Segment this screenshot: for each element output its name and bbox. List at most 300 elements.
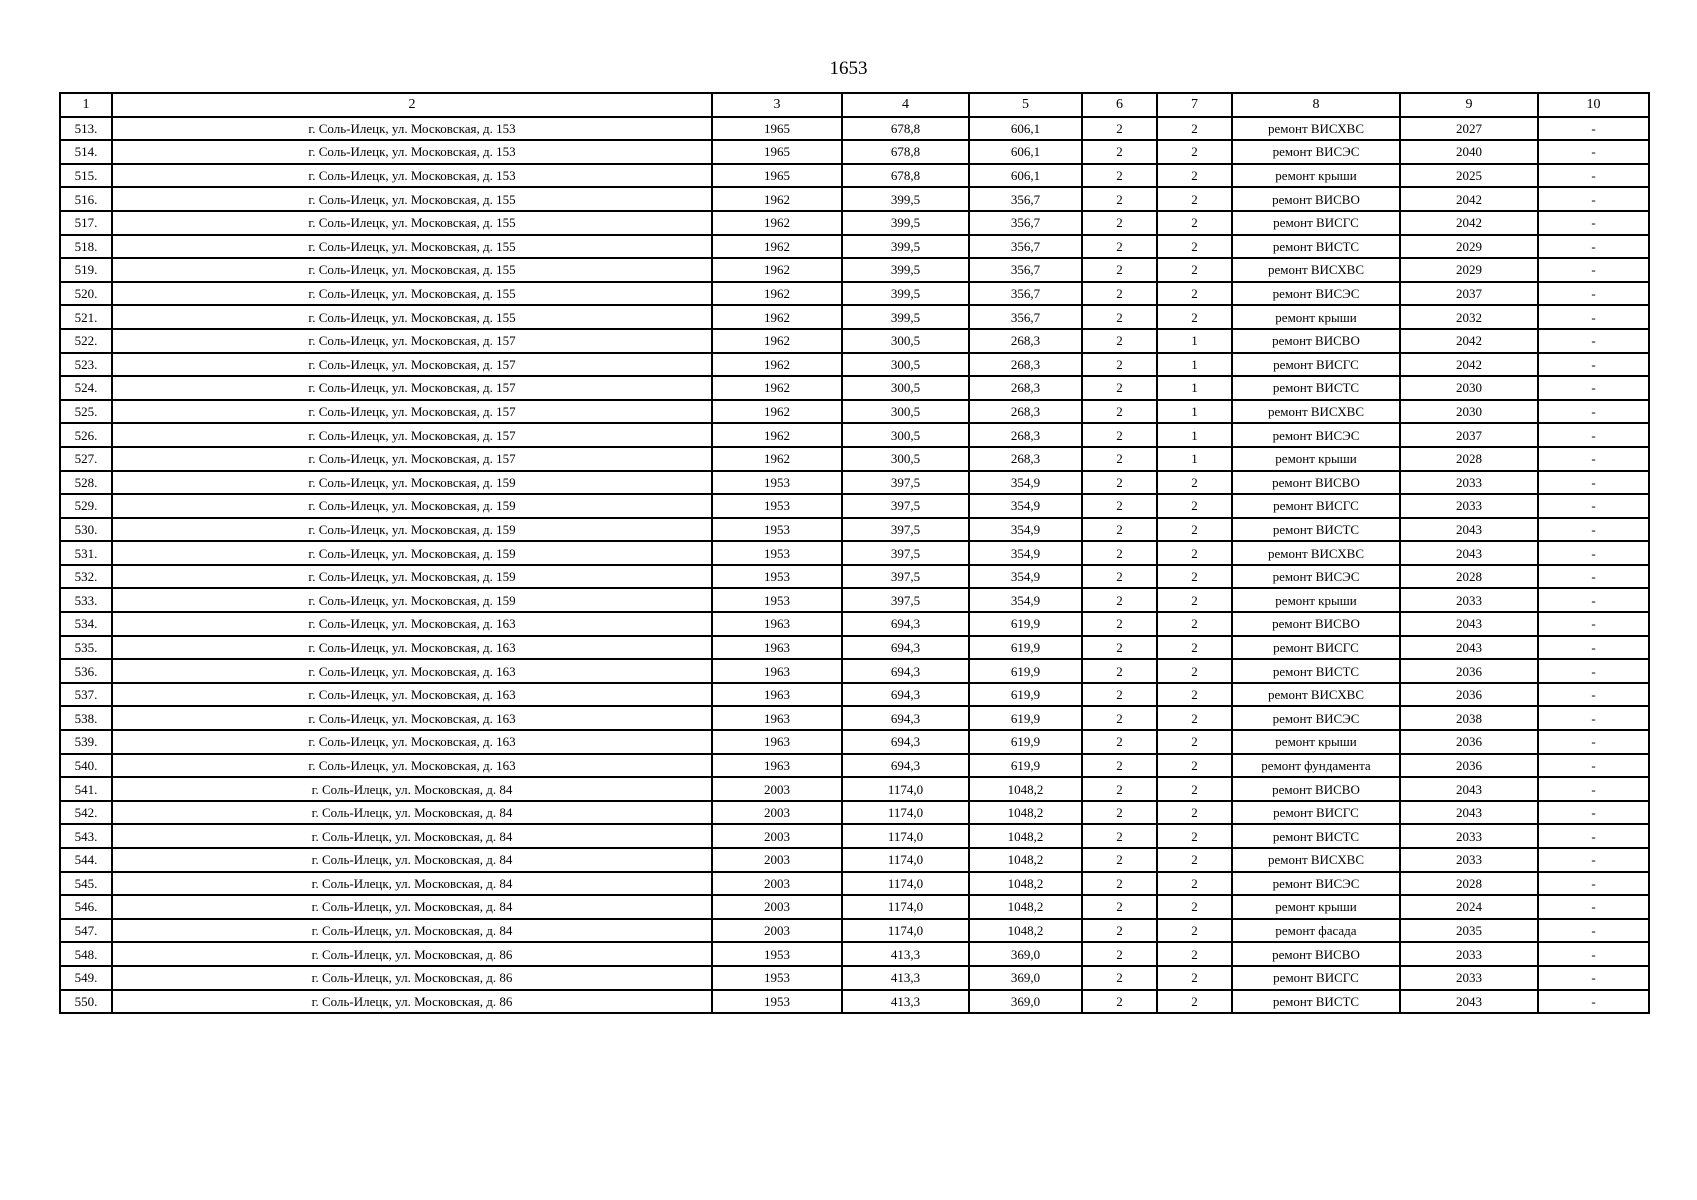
- address-cell: г. Соль-Илецк, ул. Московская, д. 155: [112, 187, 712, 211]
- floors-cell: 2: [1082, 777, 1157, 801]
- row-number-cell: 513.: [60, 117, 112, 141]
- work-type-cell: ремонт ВИСТС: [1232, 824, 1400, 848]
- address-cell: г. Соль-Илецк, ул. Московская, д. 159: [112, 494, 712, 518]
- table-row: [60, 683, 1649, 707]
- col-10-value-cell: -: [1538, 353, 1649, 377]
- address-cell: г. Соль-Илецк, ул. Московская, д. 84: [112, 919, 712, 943]
- floors-cell: 2: [1082, 329, 1157, 353]
- entrances-cell: 2: [1157, 258, 1232, 282]
- col-10-value-cell: -: [1538, 659, 1649, 683]
- planned-year-cell: 2025: [1400, 164, 1538, 188]
- floors-cell: 2: [1082, 423, 1157, 447]
- total-area-cell: 399,5: [842, 211, 969, 235]
- entrances-cell: 2: [1157, 754, 1232, 778]
- total-area-cell: 397,5: [842, 494, 969, 518]
- floors-cell: 2: [1082, 848, 1157, 872]
- row-number-cell: 533.: [60, 588, 112, 612]
- total-area-cell: 678,8: [842, 117, 969, 141]
- build-year-cell: 1962: [712, 423, 842, 447]
- col-10-value-cell: -: [1538, 636, 1649, 660]
- row-number-cell: 532.: [60, 565, 112, 589]
- column-header-10: 10: [1538, 93, 1649, 117]
- planned-year-cell: 2038: [1400, 706, 1538, 730]
- table-row: [60, 117, 1649, 141]
- entrances-cell: 2: [1157, 966, 1232, 990]
- living-area-cell: 356,7: [969, 282, 1082, 306]
- address-cell: г. Соль-Илецк, ул. Московская, д. 155: [112, 258, 712, 282]
- build-year-cell: 1953: [712, 541, 842, 565]
- floors-cell: 2: [1082, 612, 1157, 636]
- floors-cell: 2: [1082, 659, 1157, 683]
- work-type-cell: ремонт ВИСХВС: [1232, 683, 1400, 707]
- col-10-value-cell: -: [1538, 966, 1649, 990]
- col-10-value-cell: -: [1538, 258, 1649, 282]
- total-area-cell: 397,5: [842, 565, 969, 589]
- living-area-cell: 606,1: [969, 117, 1082, 141]
- table-row: [60, 990, 1649, 1014]
- work-type-cell: ремонт крыши: [1232, 164, 1400, 188]
- planned-year-cell: 2033: [1400, 494, 1538, 518]
- floors-cell: 2: [1082, 164, 1157, 188]
- work-type-cell: ремонт ВИСГС: [1232, 494, 1400, 518]
- address-cell: г. Соль-Илецк, ул. Московская, д. 153: [112, 140, 712, 164]
- work-type-cell: ремонт ВИСТС: [1232, 235, 1400, 259]
- col-10-value-cell: -: [1538, 872, 1649, 896]
- total-area-cell: 694,3: [842, 683, 969, 707]
- total-area-cell: 678,8: [842, 164, 969, 188]
- planned-year-cell: 2024: [1400, 895, 1538, 919]
- build-year-cell: 2003: [712, 777, 842, 801]
- work-type-cell: ремонт крыши: [1232, 895, 1400, 919]
- floors-cell: 2: [1082, 376, 1157, 400]
- work-type-cell: ремонт фасада: [1232, 919, 1400, 943]
- floors-cell: 2: [1082, 990, 1157, 1014]
- planned-year-cell: 2033: [1400, 471, 1538, 495]
- living-area-cell: 606,1: [969, 164, 1082, 188]
- living-area-cell: 619,9: [969, 730, 1082, 754]
- entrances-cell: 2: [1157, 282, 1232, 306]
- table-row: [60, 376, 1649, 400]
- build-year-cell: 1962: [712, 235, 842, 259]
- floors-cell: 2: [1082, 801, 1157, 825]
- table-header-row: [60, 93, 1649, 117]
- entrances-cell: 1: [1157, 353, 1232, 377]
- col-10-value-cell: -: [1538, 164, 1649, 188]
- total-area-cell: 694,3: [842, 612, 969, 636]
- total-area-cell: 413,3: [842, 990, 969, 1014]
- entrances-cell: 1: [1157, 376, 1232, 400]
- address-cell: г. Соль-Илецк, ул. Московская, д. 86: [112, 990, 712, 1014]
- build-year-cell: 2003: [712, 824, 842, 848]
- table-row: [60, 801, 1649, 825]
- row-number-cell: 520.: [60, 282, 112, 306]
- work-type-cell: ремонт ВИСТС: [1232, 518, 1400, 542]
- row-number-cell: 538.: [60, 706, 112, 730]
- planned-year-cell: 2033: [1400, 824, 1538, 848]
- entrances-cell: 2: [1157, 636, 1232, 660]
- total-area-cell: 1174,0: [842, 777, 969, 801]
- page-number: 1653: [829, 58, 868, 79]
- row-number-cell: 534.: [60, 612, 112, 636]
- row-number-cell: 539.: [60, 730, 112, 754]
- total-area-cell: 1174,0: [842, 872, 969, 896]
- table-row: [60, 659, 1649, 683]
- floors-cell: 2: [1082, 258, 1157, 282]
- entrances-cell: 2: [1157, 235, 1232, 259]
- col-10-value-cell: -: [1538, 824, 1649, 848]
- column-header-5: 5: [969, 93, 1082, 117]
- living-area-cell: 354,9: [969, 471, 1082, 495]
- table-row: [60, 966, 1649, 990]
- work-type-cell: ремонт ВИСТС: [1232, 659, 1400, 683]
- work-type-cell: ремонт ВИСТС: [1232, 990, 1400, 1014]
- row-number-cell: 514.: [60, 140, 112, 164]
- total-area-cell: 413,3: [842, 942, 969, 966]
- table-row: [60, 282, 1649, 306]
- work-type-cell: ремонт ВИСГС: [1232, 211, 1400, 235]
- entrances-cell: 2: [1157, 872, 1232, 896]
- work-type-cell: ремонт ВИСВО: [1232, 942, 1400, 966]
- floors-cell: 2: [1082, 942, 1157, 966]
- row-number-cell: 547.: [60, 919, 112, 943]
- address-cell: г. Соль-Илецк, ул. Московская, д. 163: [112, 706, 712, 730]
- entrances-cell: 2: [1157, 117, 1232, 141]
- floors-cell: 2: [1082, 683, 1157, 707]
- total-area-cell: 413,3: [842, 966, 969, 990]
- table-row: [60, 235, 1649, 259]
- table-row: [60, 305, 1649, 329]
- entrances-cell: 2: [1157, 518, 1232, 542]
- living-area-cell: 1048,2: [969, 895, 1082, 919]
- entrances-cell: 2: [1157, 140, 1232, 164]
- floors-cell: 2: [1082, 447, 1157, 471]
- planned-year-cell: 2043: [1400, 518, 1538, 542]
- build-year-cell: 2003: [712, 895, 842, 919]
- work-type-cell: ремонт фундамента: [1232, 754, 1400, 778]
- row-number-cell: 544.: [60, 848, 112, 872]
- total-area-cell: 678,8: [842, 140, 969, 164]
- total-area-cell: 694,3: [842, 659, 969, 683]
- column-header-1: 1: [60, 93, 112, 117]
- table-row: [60, 942, 1649, 966]
- entrances-cell: 2: [1157, 541, 1232, 565]
- living-area-cell: 354,9: [969, 565, 1082, 589]
- living-area-cell: 354,9: [969, 518, 1082, 542]
- living-area-cell: 268,3: [969, 329, 1082, 353]
- table-row: [60, 187, 1649, 211]
- work-type-cell: ремонт ВИСВО: [1232, 612, 1400, 636]
- col-10-value-cell: -: [1538, 706, 1649, 730]
- col-10-value-cell: -: [1538, 683, 1649, 707]
- total-area-cell: 300,5: [842, 376, 969, 400]
- address-cell: г. Соль-Илецк, ул. Московская, д. 163: [112, 730, 712, 754]
- table-row: [60, 518, 1649, 542]
- row-number-cell: 546.: [60, 895, 112, 919]
- row-number-cell: 542.: [60, 801, 112, 825]
- work-type-cell: ремонт крыши: [1232, 730, 1400, 754]
- table-row: [60, 447, 1649, 471]
- work-type-cell: ремонт ВИСВО: [1232, 777, 1400, 801]
- entrances-cell: 2: [1157, 801, 1232, 825]
- build-year-cell: 1965: [712, 140, 842, 164]
- planned-year-cell: 2036: [1400, 659, 1538, 683]
- table-row: [60, 353, 1649, 377]
- build-year-cell: 1963: [712, 706, 842, 730]
- total-area-cell: 300,5: [842, 329, 969, 353]
- row-number-cell: 540.: [60, 754, 112, 778]
- address-cell: г. Соль-Илецк, ул. Московская, д. 159: [112, 588, 712, 612]
- floors-cell: 2: [1082, 353, 1157, 377]
- planned-year-cell: 2043: [1400, 801, 1538, 825]
- row-number-cell: 525.: [60, 400, 112, 424]
- build-year-cell: 1963: [712, 730, 842, 754]
- total-area-cell: 397,5: [842, 518, 969, 542]
- table-row: [60, 895, 1649, 919]
- entrances-cell: 2: [1157, 211, 1232, 235]
- living-area-cell: 619,9: [969, 636, 1082, 660]
- address-cell: г. Соль-Илецк, ул. Московская, д. 84: [112, 848, 712, 872]
- address-cell: г. Соль-Илецк, ул. Московская, д. 159: [112, 541, 712, 565]
- row-number-cell: 524.: [60, 376, 112, 400]
- address-cell: г. Соль-Илецк, ул. Московская, д. 84: [112, 872, 712, 896]
- build-year-cell: 1953: [712, 518, 842, 542]
- entrances-cell: 2: [1157, 565, 1232, 589]
- work-type-cell: ремонт ВИСХВС: [1232, 848, 1400, 872]
- address-cell: г. Соль-Илецк, ул. Московская, д. 84: [112, 895, 712, 919]
- planned-year-cell: 2032: [1400, 305, 1538, 329]
- work-type-cell: ремонт ВИСЭС: [1232, 565, 1400, 589]
- address-cell: г. Соль-Илецк, ул. Московская, д. 157: [112, 376, 712, 400]
- col-10-value-cell: -: [1538, 801, 1649, 825]
- work-type-cell: ремонт ВИСГС: [1232, 353, 1400, 377]
- repair-schedule-table: [59, 92, 1650, 1014]
- planned-year-cell: 2043: [1400, 990, 1538, 1014]
- total-area-cell: 399,5: [842, 235, 969, 259]
- build-year-cell: 1953: [712, 966, 842, 990]
- build-year-cell: 2003: [712, 848, 842, 872]
- floors-cell: 2: [1082, 754, 1157, 778]
- build-year-cell: 1963: [712, 612, 842, 636]
- row-number-cell: 517.: [60, 211, 112, 235]
- entrances-cell: 2: [1157, 942, 1232, 966]
- living-area-cell: 268,3: [969, 423, 1082, 447]
- build-year-cell: 1962: [712, 447, 842, 471]
- work-type-cell: ремонт ВИСГС: [1232, 801, 1400, 825]
- address-cell: г. Соль-Илецк, ул. Московская, д. 155: [112, 305, 712, 329]
- floors-cell: 2: [1082, 636, 1157, 660]
- entrances-cell: 2: [1157, 164, 1232, 188]
- planned-year-cell: 2043: [1400, 541, 1538, 565]
- col-10-value-cell: -: [1538, 117, 1649, 141]
- row-number-cell: 531.: [60, 541, 112, 565]
- table-row: [60, 848, 1649, 872]
- work-type-cell: ремонт крыши: [1232, 305, 1400, 329]
- build-year-cell: 1963: [712, 636, 842, 660]
- row-number-cell: 522.: [60, 329, 112, 353]
- address-cell: г. Соль-Илецк, ул. Московская, д. 155: [112, 211, 712, 235]
- row-number-cell: 541.: [60, 777, 112, 801]
- living-area-cell: 356,7: [969, 211, 1082, 235]
- table-row: [60, 471, 1649, 495]
- work-type-cell: ремонт крыши: [1232, 588, 1400, 612]
- address-cell: г. Соль-Илецк, ул. Московская, д. 84: [112, 824, 712, 848]
- entrances-cell: 2: [1157, 588, 1232, 612]
- table-row: [60, 541, 1649, 565]
- total-area-cell: 1174,0: [842, 801, 969, 825]
- table-body: [60, 117, 1649, 1014]
- col-10-value-cell: -: [1538, 612, 1649, 636]
- total-area-cell: 1174,0: [842, 919, 969, 943]
- address-cell: г. Соль-Илецк, ул. Московская, д. 157: [112, 329, 712, 353]
- living-area-cell: 619,9: [969, 659, 1082, 683]
- living-area-cell: 619,9: [969, 754, 1082, 778]
- planned-year-cell: 2040: [1400, 140, 1538, 164]
- total-area-cell: 694,3: [842, 754, 969, 778]
- work-type-cell: ремонт ВИСВО: [1232, 187, 1400, 211]
- table-row: [60, 211, 1649, 235]
- table-row: [60, 919, 1649, 943]
- floors-cell: 2: [1082, 140, 1157, 164]
- floors-cell: 2: [1082, 187, 1157, 211]
- living-area-cell: 268,3: [969, 376, 1082, 400]
- total-area-cell: 300,5: [842, 400, 969, 424]
- floors-cell: 2: [1082, 706, 1157, 730]
- table-row: [60, 140, 1649, 164]
- work-type-cell: ремонт ВИСЭС: [1232, 140, 1400, 164]
- col-10-value-cell: -: [1538, 518, 1649, 542]
- work-type-cell: ремонт ВИСВО: [1232, 471, 1400, 495]
- floors-cell: 2: [1082, 400, 1157, 424]
- address-cell: г. Соль-Илецк, ул. Московская, д. 155: [112, 282, 712, 306]
- col-10-value-cell: -: [1538, 777, 1649, 801]
- living-area-cell: 354,9: [969, 541, 1082, 565]
- entrances-cell: 2: [1157, 187, 1232, 211]
- total-area-cell: 399,5: [842, 282, 969, 306]
- living-area-cell: 619,9: [969, 612, 1082, 636]
- total-area-cell: 1174,0: [842, 848, 969, 872]
- column-header-4: 4: [842, 93, 969, 117]
- row-number-cell: 528.: [60, 471, 112, 495]
- column-header-2: 2: [112, 93, 712, 117]
- address-cell: г. Соль-Илецк, ул. Московская, д. 163: [112, 636, 712, 660]
- planned-year-cell: 2033: [1400, 848, 1538, 872]
- planned-year-cell: 2037: [1400, 282, 1538, 306]
- work-type-cell: ремонт ВИСХВС: [1232, 258, 1400, 282]
- planned-year-cell: 2035: [1400, 919, 1538, 943]
- floors-cell: 2: [1082, 235, 1157, 259]
- col-10-value-cell: -: [1538, 754, 1649, 778]
- table-row: [60, 706, 1649, 730]
- floors-cell: 2: [1082, 494, 1157, 518]
- living-area-cell: 356,7: [969, 187, 1082, 211]
- build-year-cell: 1953: [712, 565, 842, 589]
- total-area-cell: 399,5: [842, 305, 969, 329]
- entrances-cell: 2: [1157, 990, 1232, 1014]
- row-number-cell: 549.: [60, 966, 112, 990]
- living-area-cell: 369,0: [969, 990, 1082, 1014]
- work-type-cell: ремонт ВИСГС: [1232, 966, 1400, 990]
- build-year-cell: 2003: [712, 801, 842, 825]
- col-10-value-cell: -: [1538, 919, 1649, 943]
- entrances-cell: 2: [1157, 777, 1232, 801]
- work-type-cell: ремонт ВИСВО: [1232, 329, 1400, 353]
- row-number-cell: 548.: [60, 942, 112, 966]
- work-type-cell: ремонт ВИСХВС: [1232, 117, 1400, 141]
- living-area-cell: 268,3: [969, 400, 1082, 424]
- total-area-cell: 397,5: [842, 541, 969, 565]
- living-area-cell: 268,3: [969, 353, 1082, 377]
- address-cell: г. Соль-Илецк, ул. Московская, д. 157: [112, 353, 712, 377]
- build-year-cell: 1963: [712, 683, 842, 707]
- planned-year-cell: 2036: [1400, 730, 1538, 754]
- column-header-7: 7: [1157, 93, 1232, 117]
- planned-year-cell: 2029: [1400, 258, 1538, 282]
- col-10-value-cell: -: [1538, 494, 1649, 518]
- entrances-cell: 2: [1157, 706, 1232, 730]
- address-cell: г. Соль-Илецк, ул. Московская, д. 84: [112, 777, 712, 801]
- row-number-cell: 536.: [60, 659, 112, 683]
- col-10-value-cell: -: [1538, 471, 1649, 495]
- planned-year-cell: 2029: [1400, 235, 1538, 259]
- col-10-value-cell: -: [1538, 588, 1649, 612]
- total-area-cell: 300,5: [842, 447, 969, 471]
- work-type-cell: ремонт ВИСХВС: [1232, 541, 1400, 565]
- build-year-cell: 2003: [712, 872, 842, 896]
- planned-year-cell: 2033: [1400, 588, 1538, 612]
- floors-cell: 2: [1082, 305, 1157, 329]
- row-number-cell: 535.: [60, 636, 112, 660]
- table-row: [60, 754, 1649, 778]
- build-year-cell: 1953: [712, 942, 842, 966]
- row-number-cell: 515.: [60, 164, 112, 188]
- entrances-cell: 2: [1157, 919, 1232, 943]
- table-row: [60, 824, 1649, 848]
- total-area-cell: 1174,0: [842, 895, 969, 919]
- planned-year-cell: 2042: [1400, 329, 1538, 353]
- column-header-6: 6: [1082, 93, 1157, 117]
- planned-year-cell: 2030: [1400, 376, 1538, 400]
- table-row: [60, 164, 1649, 188]
- table-row: [60, 777, 1649, 801]
- planned-year-cell: 2036: [1400, 754, 1538, 778]
- col-10-value-cell: -: [1538, 541, 1649, 565]
- address-cell: г. Соль-Илецк, ул. Московская, д. 157: [112, 423, 712, 447]
- column-header-8: 8: [1232, 93, 1400, 117]
- floors-cell: 2: [1082, 211, 1157, 235]
- total-area-cell: 694,3: [842, 730, 969, 754]
- address-cell: г. Соль-Илецк, ул. Московская, д. 163: [112, 659, 712, 683]
- table-row: [60, 636, 1649, 660]
- table-row: [60, 400, 1649, 424]
- planned-year-cell: 2042: [1400, 353, 1538, 377]
- address-cell: г. Соль-Илецк, ул. Московская, д. 159: [112, 518, 712, 542]
- table-row: [60, 258, 1649, 282]
- build-year-cell: 1963: [712, 659, 842, 683]
- build-year-cell: 1962: [712, 305, 842, 329]
- row-number-cell: 516.: [60, 187, 112, 211]
- entrances-cell: 2: [1157, 659, 1232, 683]
- living-area-cell: 356,7: [969, 258, 1082, 282]
- living-area-cell: 619,9: [969, 683, 1082, 707]
- floors-cell: 2: [1082, 518, 1157, 542]
- planned-year-cell: 2042: [1400, 187, 1538, 211]
- entrances-cell: 2: [1157, 895, 1232, 919]
- col-10-value-cell: -: [1538, 565, 1649, 589]
- col-10-value-cell: -: [1538, 447, 1649, 471]
- row-number-cell: 526.: [60, 423, 112, 447]
- build-year-cell: 1962: [712, 187, 842, 211]
- floors-cell: 2: [1082, 588, 1157, 612]
